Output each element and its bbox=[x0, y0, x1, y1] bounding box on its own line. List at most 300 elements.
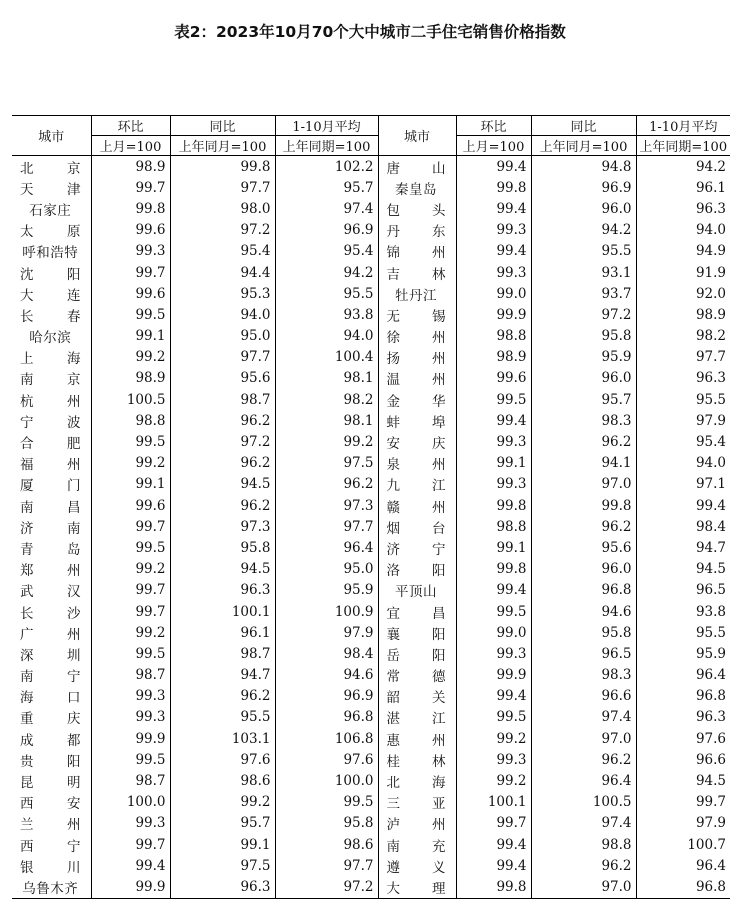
city-cell bbox=[12, 431, 91, 452]
yoy-value: 103.1 bbox=[170, 728, 275, 749]
avg-value: 98.1 bbox=[275, 410, 378, 431]
avg-value: 96.4 bbox=[695, 667, 726, 684]
mom-value: 99.5 bbox=[91, 431, 170, 452]
city-name bbox=[16, 602, 87, 622]
city-cell bbox=[378, 368, 456, 389]
city-name bbox=[383, 263, 452, 283]
city-cell bbox=[12, 643, 91, 664]
mom-value: 99.3 bbox=[456, 220, 531, 241]
city-name bbox=[16, 496, 87, 516]
city-cell bbox=[378, 601, 456, 622]
city-cell bbox=[378, 813, 456, 834]
yoy-value: 94.5 bbox=[170, 559, 275, 580]
city-cell bbox=[378, 580, 456, 601]
yoy-value: 96.0 bbox=[531, 198, 636, 219]
city-name-text: 南宁 bbox=[20, 669, 81, 686]
yoy-value: 100.5 bbox=[531, 792, 636, 813]
city-name-text: 湛江 bbox=[386, 711, 446, 728]
city-cell bbox=[12, 792, 91, 813]
yoy-value: 96.3 bbox=[170, 580, 275, 601]
mom-value: 99.4 bbox=[456, 156, 531, 178]
table-row bbox=[12, 580, 730, 601]
city-name bbox=[383, 220, 452, 240]
header-mom-right: 环比 bbox=[456, 116, 531, 136]
city-name-text: 蚌埠 bbox=[386, 414, 446, 431]
price-index-table bbox=[12, 115, 730, 899]
avg-value: 94.5 bbox=[695, 561, 726, 578]
city-name-text: 无锡 bbox=[386, 308, 446, 325]
yoy-value: 95.8 bbox=[531, 622, 636, 643]
yoy-value: 96.9 bbox=[531, 177, 636, 198]
city-name bbox=[16, 580, 87, 600]
city-name bbox=[16, 644, 87, 664]
table-row bbox=[12, 198, 730, 219]
mom-value: 99.7 bbox=[91, 834, 170, 855]
mom-value: 99.5 bbox=[91, 304, 170, 325]
yoy-value: 96.6 bbox=[531, 686, 636, 707]
city-name-text: 惠州 bbox=[386, 732, 446, 749]
city-cell bbox=[12, 304, 91, 325]
yoy-value: 94.2 bbox=[531, 220, 636, 241]
avg-value: 98.9 bbox=[695, 306, 726, 323]
city-name bbox=[383, 326, 452, 346]
city-name: 哈尔滨 bbox=[29, 330, 72, 347]
mom-value: 99.3 bbox=[456, 749, 531, 770]
yoy-value: 99.8 bbox=[531, 495, 636, 516]
mom-value: 98.8 bbox=[456, 516, 531, 537]
city-name bbox=[16, 284, 87, 304]
yoy-value: 97.2 bbox=[170, 220, 275, 241]
city-name-text: 昆明 bbox=[20, 775, 81, 792]
mom-value: 99.3 bbox=[91, 707, 170, 728]
city-cell bbox=[378, 559, 456, 580]
city-cell bbox=[378, 304, 456, 325]
mom-value: 99.9 bbox=[456, 665, 531, 686]
yoy-value: 95.6 bbox=[531, 537, 636, 558]
avg-value: 91.9 bbox=[695, 264, 726, 281]
city-cell bbox=[378, 389, 456, 410]
city-cell bbox=[12, 347, 91, 368]
mom-value: 99.5 bbox=[91, 749, 170, 770]
avg-value: 95.4 bbox=[695, 434, 726, 451]
city-name bbox=[16, 432, 87, 452]
header-yoy-base-left: 上年同月=100 bbox=[170, 136, 275, 156]
yoy-value: 97.0 bbox=[531, 876, 636, 898]
city-name bbox=[383, 835, 452, 855]
city-cell bbox=[12, 855, 91, 876]
city-cell bbox=[12, 326, 91, 347]
avg-value: 98.1 bbox=[275, 368, 378, 389]
yoy-value: 98.7 bbox=[170, 389, 275, 410]
table-row bbox=[12, 389, 730, 410]
yoy-value: 96.2 bbox=[531, 855, 636, 876]
yoy-value: 96.4 bbox=[531, 770, 636, 791]
city-name bbox=[16, 390, 87, 410]
table-row bbox=[12, 601, 730, 622]
mom-value: 99.4 bbox=[456, 410, 531, 431]
city-cell bbox=[378, 198, 456, 219]
city-name bbox=[16, 474, 87, 494]
mom-value: 99.5 bbox=[91, 537, 170, 558]
yoy-value: 93.1 bbox=[531, 262, 636, 283]
yoy-value: 99.2 bbox=[170, 792, 275, 813]
header-mom-base-right: 上月=100 bbox=[456, 136, 531, 156]
mom-value: 99.5 bbox=[91, 643, 170, 664]
header-yoy-right: 同比 bbox=[531, 116, 636, 136]
city-name bbox=[16, 707, 87, 727]
city-name-text: 西宁 bbox=[20, 838, 81, 855]
city-cell bbox=[12, 241, 91, 262]
table-row bbox=[12, 792, 730, 813]
city-cell bbox=[378, 749, 456, 770]
avg-value: 97.7 bbox=[695, 349, 726, 366]
avg-value: 94.0 bbox=[695, 222, 726, 239]
city-name bbox=[16, 771, 87, 791]
yoy-value: 98.7 bbox=[170, 643, 275, 664]
yoy-value: 95.6 bbox=[170, 368, 275, 389]
yoy-value: 97.0 bbox=[531, 728, 636, 749]
city-cell bbox=[12, 453, 91, 474]
yoy-value: 95.7 bbox=[531, 389, 636, 410]
city-name bbox=[383, 347, 452, 367]
mom-value: 99.8 bbox=[456, 559, 531, 580]
avg-value: 99.5 bbox=[275, 792, 378, 813]
mom-value: 99.3 bbox=[456, 262, 531, 283]
city-name-text: 合肥 bbox=[20, 436, 81, 453]
yoy-value: 97.4 bbox=[531, 707, 636, 728]
yoy-value: 97.5 bbox=[170, 855, 275, 876]
yoy-value: 96.8 bbox=[531, 580, 636, 601]
yoy-value: 99.1 bbox=[170, 834, 275, 855]
avg-value: 97.1 bbox=[695, 476, 726, 493]
table-row bbox=[12, 665, 730, 686]
avg-value: 100.9 bbox=[275, 601, 378, 622]
yoy-value: 96.2 bbox=[531, 749, 636, 770]
yoy-value: 98.8 bbox=[531, 834, 636, 855]
avg-value: 96.5 bbox=[695, 582, 726, 599]
yoy-value: 97.7 bbox=[170, 177, 275, 198]
city-name bbox=[383, 390, 452, 410]
mom-value: 99.8 bbox=[456, 876, 531, 898]
city-cell bbox=[378, 834, 456, 855]
header-avg-left: 1-10月平均 bbox=[275, 116, 378, 136]
city-cell bbox=[378, 876, 456, 898]
avg-value: 96.3 bbox=[695, 200, 726, 217]
yoy-value: 96.2 bbox=[170, 686, 275, 707]
yoy-value: 96.1 bbox=[170, 622, 275, 643]
avg-value: 94.5 bbox=[695, 773, 726, 790]
city-cell bbox=[12, 876, 91, 898]
table-row bbox=[12, 410, 730, 431]
yoy-value: 96.2 bbox=[170, 495, 275, 516]
yoy-value: 94.7 bbox=[170, 665, 275, 686]
mom-value: 98.8 bbox=[91, 410, 170, 431]
city-name bbox=[383, 559, 452, 579]
avg-value: 94.6 bbox=[275, 665, 378, 686]
city-cell bbox=[378, 516, 456, 537]
mom-value: 98.9 bbox=[456, 347, 531, 368]
yoy-value: 95.9 bbox=[531, 347, 636, 368]
avg-value: 96.6 bbox=[695, 751, 726, 768]
city-name bbox=[383, 856, 452, 876]
city-name-text: 宁波 bbox=[20, 414, 81, 431]
avg-value: 97.3 bbox=[275, 495, 378, 516]
city-name-text: 太原 bbox=[20, 224, 81, 241]
mom-value: 99.7 bbox=[91, 601, 170, 622]
avg-value: 94.2 bbox=[695, 158, 726, 175]
mom-value: 98.9 bbox=[91, 156, 170, 178]
city-name bbox=[16, 305, 87, 325]
table-title: 表2：2023年10月70个大中城市二手住宅销售价格指数 bbox=[174, 23, 566, 41]
city-name-text: 济南 bbox=[20, 520, 81, 537]
avg-value: 94.9 bbox=[695, 243, 726, 260]
city-name-text: 武汉 bbox=[20, 584, 81, 601]
avg-value: 96.2 bbox=[275, 474, 378, 495]
mom-value: 100.1 bbox=[456, 792, 531, 813]
city-name bbox=[383, 538, 452, 558]
city-name-text: 泉州 bbox=[386, 457, 446, 474]
city-name bbox=[16, 347, 87, 367]
city-name bbox=[383, 877, 452, 897]
city-name: 平顶山 bbox=[395, 584, 437, 601]
city-name-text: 宜昌 bbox=[386, 605, 446, 622]
table-row bbox=[12, 855, 730, 876]
city-name bbox=[16, 517, 87, 537]
yoy-value: 99.8 bbox=[170, 156, 275, 178]
city-name-text: 福州 bbox=[20, 457, 81, 474]
city-name bbox=[16, 559, 87, 579]
yoy-value: 96.2 bbox=[170, 453, 275, 474]
city-name: 乌鲁木齐 bbox=[22, 880, 79, 897]
city-cell bbox=[12, 516, 91, 537]
city-cell bbox=[378, 792, 456, 813]
city-cell bbox=[378, 262, 456, 283]
avg-value: 95.5 bbox=[275, 283, 378, 304]
city-cell bbox=[12, 686, 91, 707]
city-cell bbox=[12, 410, 91, 431]
table-row bbox=[12, 643, 730, 664]
mom-value: 99.6 bbox=[91, 495, 170, 516]
city-name-text: 烟台 bbox=[386, 520, 446, 537]
avg-value: 97.9 bbox=[695, 412, 726, 429]
yoy-value: 97.0 bbox=[531, 474, 636, 495]
city-name bbox=[16, 750, 87, 770]
city-cell bbox=[12, 220, 91, 241]
city-name bbox=[383, 665, 452, 685]
yoy-value: 95.7 bbox=[170, 813, 275, 834]
mom-value: 99.8 bbox=[91, 198, 170, 219]
city-name-text: 成都 bbox=[20, 732, 81, 749]
mom-value: 100.0 bbox=[91, 792, 170, 813]
city-name-text: 重庆 bbox=[20, 711, 81, 728]
city-name bbox=[383, 517, 452, 537]
city-name-text: 泸州 bbox=[386, 817, 446, 834]
avg-value: 94.7 bbox=[695, 539, 726, 556]
city-name-text: 安庆 bbox=[386, 436, 446, 453]
yoy-value: 97.4 bbox=[531, 813, 636, 834]
avg-value: 96.3 bbox=[695, 709, 726, 726]
city-name-text: 吉林 bbox=[386, 266, 446, 283]
avg-value: 98.2 bbox=[695, 328, 726, 345]
city-name bbox=[16, 538, 87, 558]
yoy-value: 97.2 bbox=[531, 304, 636, 325]
avg-value: 97.9 bbox=[695, 815, 726, 832]
avg-value: 98.4 bbox=[275, 643, 378, 664]
table-row bbox=[12, 516, 730, 537]
city-name-text: 大连 bbox=[20, 287, 81, 304]
mom-value: 99.7 bbox=[91, 262, 170, 283]
yoy-value: 95.5 bbox=[531, 241, 636, 262]
mom-value: 99.3 bbox=[456, 643, 531, 664]
mom-value: 98.9 bbox=[91, 368, 170, 389]
avg-value: 94.0 bbox=[695, 455, 726, 472]
yoy-value: 97.3 bbox=[170, 516, 275, 537]
city-name-text: 常德 bbox=[386, 669, 446, 686]
mom-value: 99.2 bbox=[91, 559, 170, 580]
avg-value: 92.0 bbox=[695, 285, 726, 302]
city-cell bbox=[12, 813, 91, 834]
avg-value: 97.2 bbox=[275, 876, 378, 898]
city-cell bbox=[12, 622, 91, 643]
avg-value: 95.9 bbox=[275, 580, 378, 601]
mom-value: 99.4 bbox=[456, 198, 531, 219]
avg-value: 100.7 bbox=[687, 836, 726, 853]
city-name bbox=[16, 368, 87, 388]
avg-value: 93.8 bbox=[275, 304, 378, 325]
city-cell bbox=[378, 728, 456, 749]
mom-value: 99.3 bbox=[91, 813, 170, 834]
city-cell bbox=[12, 262, 91, 283]
table-row bbox=[12, 537, 730, 558]
mom-value: 99.2 bbox=[456, 770, 531, 791]
city-name bbox=[16, 792, 87, 812]
mom-value: 99.7 bbox=[456, 813, 531, 834]
mom-value: 99.2 bbox=[456, 728, 531, 749]
city-cell bbox=[378, 177, 456, 198]
city-name bbox=[383, 771, 452, 791]
table-row bbox=[12, 326, 730, 347]
city-cell bbox=[12, 770, 91, 791]
avg-value: 97.5 bbox=[275, 453, 378, 474]
city-name: 牡丹江 bbox=[395, 287, 437, 304]
city-name bbox=[383, 199, 452, 219]
city-cell bbox=[12, 156, 91, 178]
mom-value: 99.2 bbox=[91, 347, 170, 368]
avg-value: 98.6 bbox=[275, 834, 378, 855]
avg-value: 96.4 bbox=[695, 857, 726, 874]
city-name bbox=[383, 453, 452, 473]
avg-value: 96.1 bbox=[695, 179, 726, 196]
avg-value: 100.4 bbox=[275, 347, 378, 368]
city-name bbox=[16, 263, 87, 283]
header-avg-base-right: 上年同期=100 bbox=[639, 140, 728, 155]
city-name bbox=[383, 707, 452, 727]
yoy-value: 94.1 bbox=[531, 453, 636, 474]
avg-value: 93.8 bbox=[695, 603, 726, 620]
mom-value: 99.4 bbox=[91, 855, 170, 876]
yoy-value: 96.3 bbox=[170, 876, 275, 898]
mom-value: 99.8 bbox=[456, 177, 531, 198]
avg-value: 97.4 bbox=[275, 198, 378, 219]
city-name: 石家庄 bbox=[29, 202, 72, 219]
city-name-text: 厦门 bbox=[20, 478, 81, 495]
yoy-value: 97.6 bbox=[170, 749, 275, 770]
yoy-value: 94.4 bbox=[170, 262, 275, 283]
city-name: 秦皇岛 bbox=[395, 181, 437, 198]
yoy-value: 93.7 bbox=[531, 283, 636, 304]
city-name-text: 唐山 bbox=[386, 160, 446, 177]
city-name-text: 赣州 bbox=[386, 499, 446, 516]
city-name-text: 丹东 bbox=[386, 224, 446, 241]
table-row bbox=[12, 283, 730, 304]
city-name bbox=[16, 453, 87, 473]
avg-value: 96.8 bbox=[695, 878, 726, 895]
city-name bbox=[383, 157, 452, 177]
header-yoy-left: 同比 bbox=[170, 116, 275, 136]
mom-value: 99.0 bbox=[456, 283, 531, 304]
city-name bbox=[16, 835, 87, 855]
city-name-text: 济宁 bbox=[386, 541, 446, 558]
mom-value: 99.1 bbox=[91, 474, 170, 495]
table-row bbox=[12, 304, 730, 325]
table-row bbox=[12, 431, 730, 452]
mom-value: 99.4 bbox=[456, 686, 531, 707]
mom-value: 99.4 bbox=[456, 580, 531, 601]
mom-value: 98.7 bbox=[91, 665, 170, 686]
yoy-value: 98.6 bbox=[170, 770, 275, 791]
mom-value: 100.5 bbox=[91, 389, 170, 410]
avg-value: 94.0 bbox=[275, 326, 378, 347]
mom-value: 99.7 bbox=[91, 580, 170, 601]
city-name-text: 贵阳 bbox=[20, 753, 81, 770]
avg-value: 98.2 bbox=[275, 389, 378, 410]
city-name bbox=[383, 432, 452, 452]
yoy-value: 96.2 bbox=[531, 431, 636, 452]
city-cell bbox=[378, 474, 456, 495]
mom-value: 99.7 bbox=[91, 516, 170, 537]
avg-value: 96.9 bbox=[275, 220, 378, 241]
avg-value: 99.7 bbox=[695, 794, 726, 811]
avg-value: 97.6 bbox=[695, 730, 726, 747]
mom-value: 99.8 bbox=[456, 495, 531, 516]
city-name bbox=[16, 665, 87, 685]
mom-value: 98.7 bbox=[91, 770, 170, 791]
city-cell bbox=[378, 686, 456, 707]
yoy-value: 94.8 bbox=[531, 156, 636, 178]
mom-value: 99.1 bbox=[456, 453, 531, 474]
header-yoy-base-right: 上年同月=100 bbox=[531, 136, 636, 156]
table-row bbox=[12, 453, 730, 474]
city-name-text: 银川 bbox=[20, 859, 81, 876]
city-name-text: 岳阳 bbox=[386, 647, 446, 664]
yoy-value: 95.4 bbox=[170, 241, 275, 262]
city-name-text: 包头 bbox=[386, 202, 446, 219]
city-cell bbox=[378, 643, 456, 664]
city-name bbox=[383, 686, 452, 706]
avg-value: 97.9 bbox=[275, 622, 378, 643]
header-city-right: 城市 bbox=[378, 116, 456, 156]
city-name-text: 温州 bbox=[386, 372, 446, 389]
city-cell bbox=[12, 198, 91, 219]
city-cell bbox=[12, 728, 91, 749]
city-name-text: 上海 bbox=[20, 351, 81, 368]
table-body bbox=[12, 156, 730, 899]
city-name-text: 西安 bbox=[20, 796, 81, 813]
table-row bbox=[12, 347, 730, 368]
city-name bbox=[383, 496, 452, 516]
mom-value: 99.3 bbox=[456, 474, 531, 495]
city-cell bbox=[378, 220, 456, 241]
